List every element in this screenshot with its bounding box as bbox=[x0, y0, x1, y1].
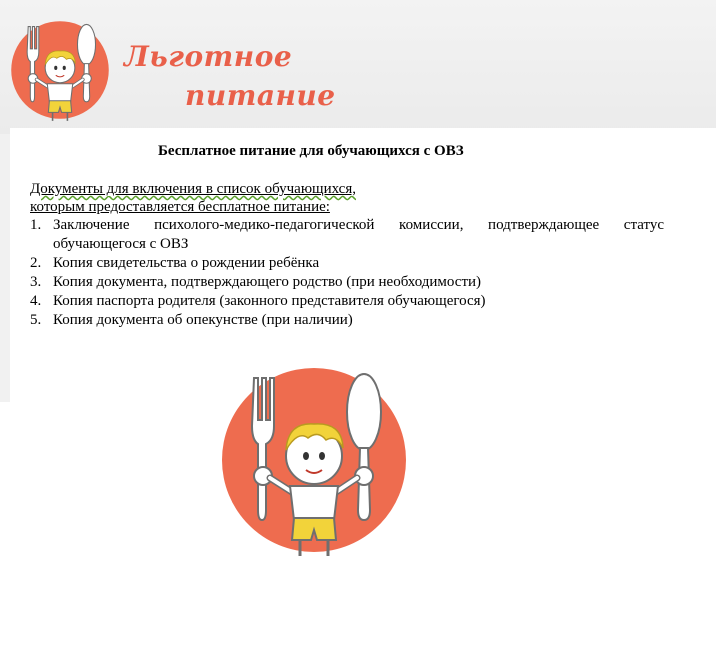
list-item-text: Копия документа об опекунстве (при наличии) bbox=[53, 312, 353, 328]
child-with-fork-and-spoon-illustration-icon bbox=[174, 352, 454, 568]
list-item bbox=[30, 311, 664, 330]
list-item-text: Копия свидетельства о рождении ребёнка bbox=[53, 255, 320, 271]
list-item bbox=[30, 273, 664, 292]
intro-line-1 bbox=[30, 180, 356, 198]
documents-list bbox=[30, 216, 664, 330]
intro-line-1-text: Документы для включения в список обучающихся, bbox=[30, 181, 356, 197]
child-with-fork-and-spoon-logo-icon bbox=[7, 14, 113, 126]
banner-title-line-1: Льготное bbox=[124, 40, 293, 73]
list-item bbox=[30, 292, 664, 311]
list-item-text: Копия паспорта родителя (законного представителя обучающегося) bbox=[53, 293, 486, 309]
documents-intro bbox=[30, 180, 356, 216]
list-item-number: 3. bbox=[30, 274, 42, 290]
list-item-text: Заключение психолого-медико-педагогической комиссии, подтверждающее статус обучающегося с ОВЗ bbox=[53, 217, 664, 252]
list-item-text: Копия документа, подтверждающего родство (при необходимости) bbox=[53, 274, 482, 290]
page-edge-strip bbox=[0, 134, 10, 402]
header-banner bbox=[0, 0, 716, 134]
list-item-number: 2. bbox=[30, 255, 42, 271]
document-heading: Бесплатное питание для обучающихся с ОВЗ bbox=[158, 143, 464, 159]
list-item bbox=[30, 254, 664, 273]
list-item bbox=[30, 216, 664, 254]
list-item-number: 5. bbox=[30, 312, 42, 328]
list-item-number: 4. bbox=[30, 293, 42, 309]
illustration-frame bbox=[174, 352, 454, 568]
intro-line-2: которым предоставляется бесплатное питание: bbox=[30, 199, 330, 215]
list-item-number: 1. bbox=[30, 217, 42, 233]
banner-title-line-2: питание bbox=[185, 79, 336, 112]
